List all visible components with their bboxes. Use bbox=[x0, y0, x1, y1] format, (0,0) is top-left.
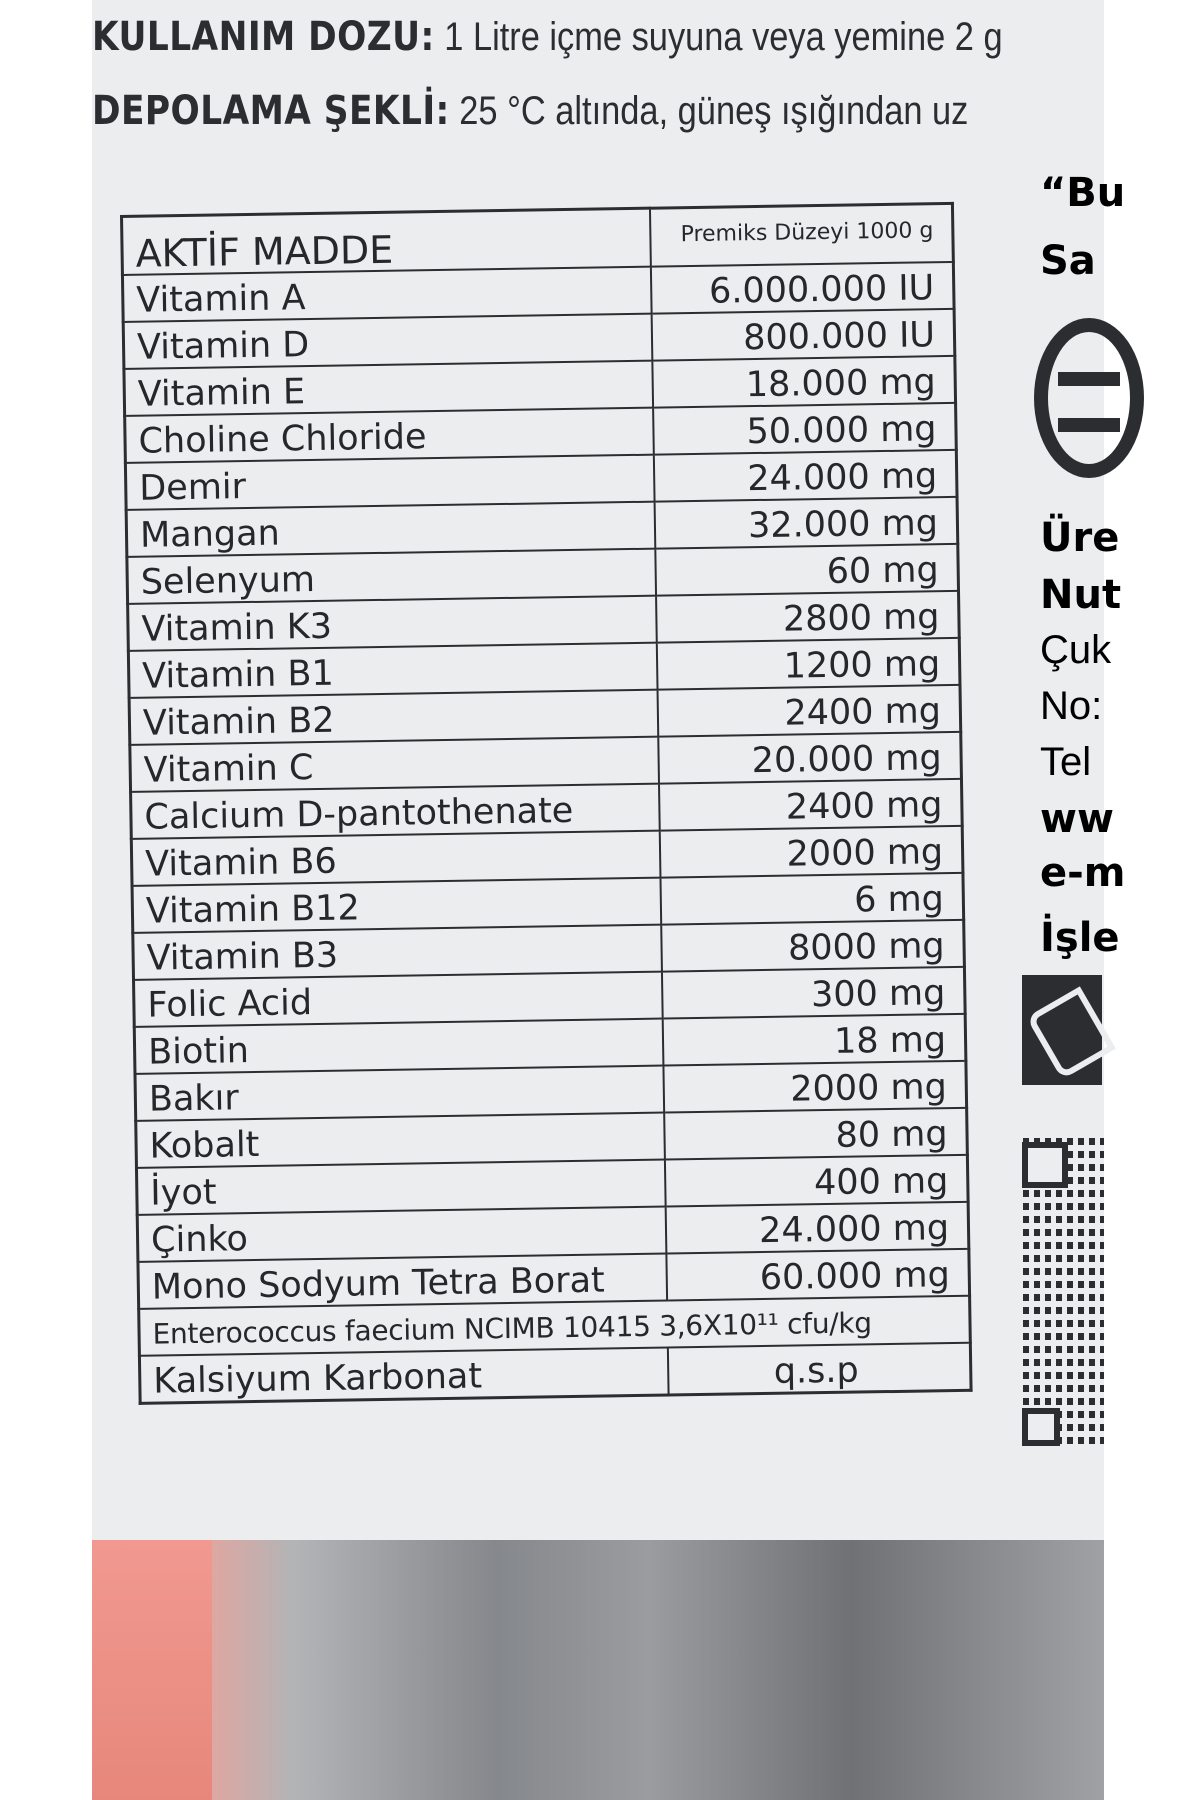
ingredient-amount: 2000 mg bbox=[660, 826, 963, 878]
ingredient-name: Kalsiyum Karbonat bbox=[139, 1348, 668, 1404]
ingredient-name: Mono Sodyum Tetra Borat bbox=[138, 1254, 667, 1309]
ingredient-name: Bakır bbox=[135, 1066, 664, 1121]
storage-line bbox=[92, 88, 968, 134]
ingredient-name: Vitamin D bbox=[123, 314, 652, 369]
handshake-logo-icon bbox=[1022, 975, 1102, 1085]
ingredient-name: Vitamin A bbox=[122, 267, 651, 322]
right-address-fragment: Çuk bbox=[1040, 628, 1112, 672]
qr-code bbox=[1018, 1138, 1104, 1450]
ingredient-name: Vitamin B2 bbox=[129, 690, 658, 745]
ingredient-name: Vitamin E bbox=[124, 361, 653, 416]
globe-logo-icon bbox=[1034, 318, 1144, 478]
ingredient-name: Choline Chloride bbox=[125, 408, 654, 463]
usage-dose-value: 1 Litre içme suyuna veya yemine 2 g bbox=[434, 15, 1003, 59]
ingredient-amount: q.s.p bbox=[668, 1343, 971, 1395]
storage-key: DEPOLAMA ŞEKLİ: bbox=[92, 88, 450, 134]
ingredient-name: Demir bbox=[125, 455, 654, 510]
right-website-fragment: ww bbox=[1040, 796, 1114, 842]
ingredient-amount: 8000 mg bbox=[661, 920, 964, 972]
ingredient-name: Çinko bbox=[137, 1207, 666, 1262]
ingredient-amount: 24.000 mg bbox=[654, 450, 957, 502]
usage-dose-line bbox=[92, 14, 1003, 60]
ingredients-table bbox=[120, 202, 973, 1405]
right-quote-fragment: “Bu bbox=[1040, 170, 1126, 216]
ingredient-amount: 50.000 mg bbox=[653, 403, 956, 455]
right-sa-fragment: Sa bbox=[1040, 238, 1096, 284]
ingredient-amount: 80 mg bbox=[664, 1108, 967, 1160]
ingredient-name: Vitamin B1 bbox=[128, 643, 657, 698]
right-number-fragment: No: bbox=[1040, 684, 1103, 728]
ingredient-name: Vitamin B6 bbox=[131, 831, 660, 886]
right-producer-fragment: Üre bbox=[1040, 515, 1120, 561]
ingredient-amount: 18 mg bbox=[663, 1014, 966, 1066]
ingredient-amount: 2000 mg bbox=[663, 1061, 966, 1113]
ingredient-name: Vitamin C bbox=[130, 737, 659, 792]
ingredient-amount: 6 mg bbox=[660, 873, 963, 925]
storage-value: 25 °C altında, güneş ışığından uz bbox=[449, 89, 969, 133]
ingredient-name: İyot bbox=[136, 1160, 665, 1215]
packaging-background bbox=[92, 1540, 1104, 1800]
ingredient-amount: 400 mg bbox=[665, 1155, 968, 1207]
ingredients-table-wrapper bbox=[120, 202, 973, 1405]
ingredient-amount: 24.000 mg bbox=[666, 1202, 969, 1254]
header-active-substance: AKTİF MADDE bbox=[122, 208, 651, 275]
ingredient-amount: 2400 mg bbox=[658, 685, 961, 737]
ingredient-amount: 20.000 mg bbox=[658, 732, 961, 784]
header-premix-level: Premiks Düzeyi 1000 g bbox=[650, 203, 953, 266]
usage-dose-key: KULLANIM DOZU: bbox=[92, 14, 435, 60]
ingredient-name: Vitamin K3 bbox=[128, 596, 657, 651]
right-phone-fragment: Tel bbox=[1040, 740, 1092, 784]
ingredient-amount: 2400 mg bbox=[659, 779, 962, 831]
ingredient-amount: 2800 mg bbox=[656, 591, 959, 643]
ingredient-amount: 300 mg bbox=[662, 967, 965, 1019]
right-email-fragment: e-m bbox=[1040, 850, 1126, 896]
ingredient-name: Mangan bbox=[126, 502, 655, 557]
ingredient-amount: 1200 mg bbox=[657, 638, 960, 690]
enterococcus-cell: Enterococcus faecium NCIMB 10415 3,6X10¹¹ cfu/kg bbox=[139, 1296, 971, 1356]
ingredient-amount: 6.000.000 IU bbox=[651, 262, 954, 314]
ingredient-name: Selenyum bbox=[127, 549, 656, 604]
right-operation-fragment: İşle bbox=[1040, 915, 1120, 961]
ingredient-name: Vitamin B3 bbox=[133, 925, 662, 980]
ingredient-amount: 60 mg bbox=[655, 544, 958, 596]
ingredient-amount: 32.000 mg bbox=[655, 497, 958, 549]
ingredient-amount: 60.000 mg bbox=[666, 1249, 969, 1301]
ingredient-name: Folic Acid bbox=[134, 972, 663, 1027]
ingredient-name: Calcium D-pantothenate bbox=[131, 784, 660, 839]
ingredient-name: Vitamin B12 bbox=[132, 878, 661, 933]
right-company-fragment: Nut bbox=[1040, 572, 1122, 618]
ingredient-name: Biotin bbox=[134, 1019, 663, 1074]
product-label bbox=[92, 0, 1104, 1542]
ingredient-amount: 800.000 IU bbox=[652, 309, 955, 361]
ingredient-name: Kobalt bbox=[136, 1113, 665, 1168]
ingredient-amount: 18.000 mg bbox=[652, 356, 955, 408]
